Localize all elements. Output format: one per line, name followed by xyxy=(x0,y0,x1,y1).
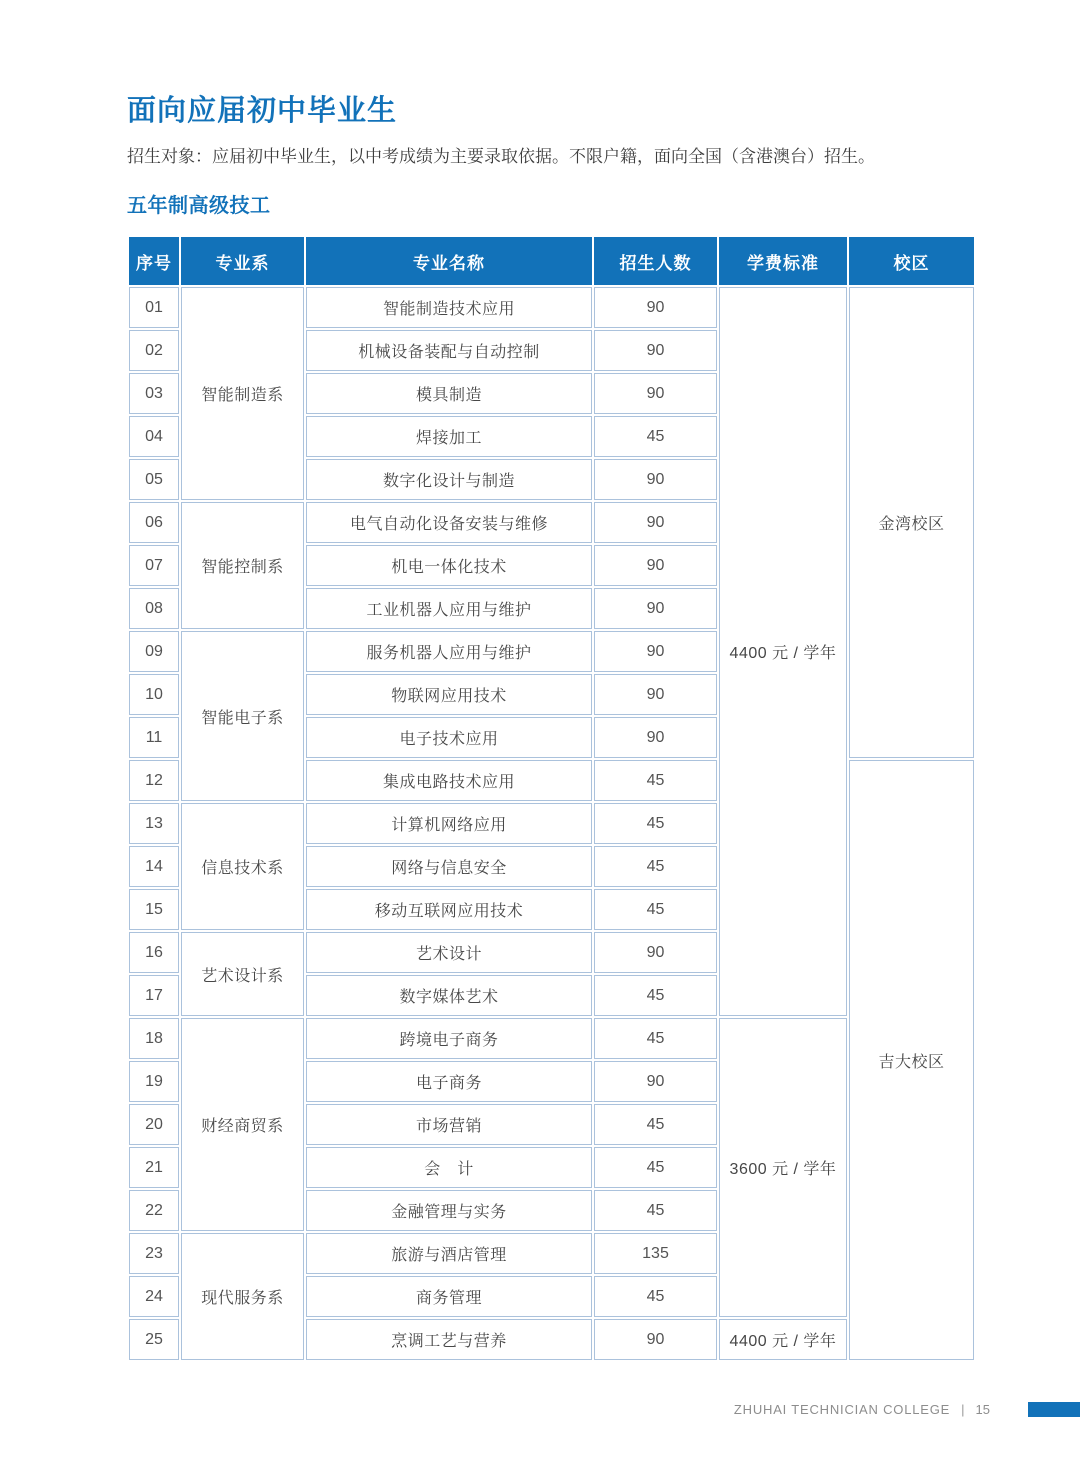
enrollment-count-cell: 45 xyxy=(594,1147,717,1188)
campus-cell: 金湾校区 xyxy=(849,287,974,758)
row-number-cell: 18 xyxy=(129,1018,179,1059)
table-row xyxy=(129,287,974,328)
row-number-cell: 20 xyxy=(129,1104,179,1145)
page-footer xyxy=(734,1398,1080,1420)
major-name-cell: 艺术设计 xyxy=(306,932,592,973)
row-number-cell: 02 xyxy=(129,330,179,371)
table-header-row xyxy=(129,237,974,285)
table-row xyxy=(129,932,974,973)
section-heading: 五年制高级技工 xyxy=(127,195,271,217)
major-name-cell: 数字媒体艺术 xyxy=(306,975,592,1016)
major-name-cell: 机电一体化技术 xyxy=(306,545,592,586)
major-name-cell: 集成电路技术应用 xyxy=(306,760,592,801)
enrollment-count-cell: 90 xyxy=(594,1061,717,1102)
enrollment-count-cell: 45 xyxy=(594,760,717,801)
col-header-department: 专业系 xyxy=(181,237,304,285)
enrollment-count-cell: 45 xyxy=(594,975,717,1016)
major-name-cell: 模具制造 xyxy=(306,373,592,414)
enrollment-count-cell: 90 xyxy=(594,1319,717,1360)
major-name-cell: 机械设备装配与自动控制 xyxy=(306,330,592,371)
enrollment-count-cell: 45 xyxy=(594,416,717,457)
footer-divider: | xyxy=(961,1401,965,1417)
major-name-cell: 工业机器人应用与维护 xyxy=(306,588,592,629)
tuition-cell: 4400 元 / 学年 xyxy=(719,287,847,1016)
major-name-cell: 电气自动化设备安装与维修 xyxy=(306,502,592,543)
major-name-cell: 金融管理与实务 xyxy=(306,1190,592,1231)
row-number-cell: 13 xyxy=(129,803,179,844)
row-number-cell: 06 xyxy=(129,502,179,543)
footer-accent-bar xyxy=(1028,1402,1080,1417)
footer-page-number: 15 xyxy=(975,1401,990,1417)
row-number-cell: 15 xyxy=(129,889,179,930)
row-number-cell: 03 xyxy=(129,373,179,414)
major-name-cell: 智能制造技术应用 xyxy=(306,287,592,328)
major-name-cell: 物联网应用技术 xyxy=(306,674,592,715)
enrollment-count-cell: 90 xyxy=(594,287,717,328)
major-name-cell: 会 计 xyxy=(306,1147,592,1188)
campus-cell: 吉大校区 xyxy=(849,760,974,1360)
enrollment-count-cell: 45 xyxy=(594,846,717,887)
major-name-cell: 旅游与酒店管理 xyxy=(306,1233,592,1274)
enrollment-count-cell: 90 xyxy=(594,674,717,715)
row-number-cell: 09 xyxy=(129,631,179,672)
table-row xyxy=(129,631,974,672)
enrollment-count-cell: 45 xyxy=(594,889,717,930)
table-row xyxy=(129,502,974,543)
row-number-cell: 05 xyxy=(129,459,179,500)
table-row xyxy=(129,803,974,844)
col-header-tuition: 学费标准 xyxy=(719,237,847,285)
admission-target-text: 招生对象：应届初中毕业生，以中考成绩为主要录取依据。不限户籍，面向全国（含港澳台）招生。 xyxy=(127,147,875,166)
col-header-no: 序号 xyxy=(129,237,179,285)
enrollment-count-cell: 45 xyxy=(594,1104,717,1145)
major-name-cell: 跨境电子商务 xyxy=(306,1018,592,1059)
row-number-cell: 07 xyxy=(129,545,179,586)
department-cell: 现代服务系 xyxy=(181,1233,304,1360)
row-number-cell: 12 xyxy=(129,760,179,801)
major-name-cell: 移动互联网应用技术 xyxy=(306,889,592,930)
enrollment-count-cell: 45 xyxy=(594,1276,717,1317)
tuition-cell: 3600 元 / 学年 xyxy=(719,1018,847,1317)
enrollment-count-cell: 45 xyxy=(594,1190,717,1231)
enrollment-count-cell: 90 xyxy=(594,373,717,414)
row-number-cell: 16 xyxy=(129,932,179,973)
major-name-cell: 网络与信息安全 xyxy=(306,846,592,887)
col-header-campus: 校区 xyxy=(849,237,974,285)
row-number-cell: 10 xyxy=(129,674,179,715)
enrollment-count-cell: 45 xyxy=(594,803,717,844)
enrollment-count-cell: 45 xyxy=(594,1018,717,1059)
department-cell: 艺术设计系 xyxy=(181,932,304,1016)
content-area xyxy=(127,94,977,1362)
major-name-cell: 烹调工艺与营养 xyxy=(306,1319,592,1360)
enrollment-count-cell: 90 xyxy=(594,717,717,758)
department-cell: 智能电子系 xyxy=(181,631,304,801)
row-number-cell: 14 xyxy=(129,846,179,887)
enrollment-count-cell: 135 xyxy=(594,1233,717,1274)
row-number-cell: 23 xyxy=(129,1233,179,1274)
table-row xyxy=(129,1233,974,1274)
row-number-cell: 19 xyxy=(129,1061,179,1102)
row-number-cell: 21 xyxy=(129,1147,179,1188)
department-cell: 智能控制系 xyxy=(181,502,304,629)
enrollment-count-cell: 90 xyxy=(594,932,717,973)
enrollment-count-cell: 90 xyxy=(594,545,717,586)
table-row xyxy=(129,1018,974,1059)
row-number-cell: 24 xyxy=(129,1276,179,1317)
tuition-cell: 4400 元 / 学年 xyxy=(719,1319,847,1360)
enrollment-count-cell: 90 xyxy=(594,588,717,629)
department-cell: 财经商贸系 xyxy=(181,1018,304,1231)
enrollment-count-cell: 90 xyxy=(594,330,717,371)
major-name-cell: 电子技术应用 xyxy=(306,717,592,758)
row-number-cell: 08 xyxy=(129,588,179,629)
enrollment-count-cell: 90 xyxy=(594,631,717,672)
major-name-cell: 市场营销 xyxy=(306,1104,592,1145)
major-name-cell: 电子商务 xyxy=(306,1061,592,1102)
department-cell: 信息技术系 xyxy=(181,803,304,930)
col-header-major-name: 专业名称 xyxy=(306,237,592,285)
admissions-table xyxy=(127,235,976,1362)
col-header-enrollment: 招生人数 xyxy=(594,237,717,285)
major-name-cell: 商务管理 xyxy=(306,1276,592,1317)
row-number-cell: 22 xyxy=(129,1190,179,1231)
major-name-cell: 服务机器人应用与维护 xyxy=(306,631,592,672)
department-cell: 智能制造系 xyxy=(181,287,304,500)
row-number-cell: 01 xyxy=(129,287,179,328)
row-number-cell: 04 xyxy=(129,416,179,457)
enrollment-count-cell: 90 xyxy=(594,459,717,500)
row-number-cell: 11 xyxy=(129,717,179,758)
row-number-cell: 25 xyxy=(129,1319,179,1360)
footer-college-name: ZHUHAI TECHNICIAN COLLEGE xyxy=(733,1401,951,1417)
enrollment-count-cell: 90 xyxy=(594,502,717,543)
row-number-cell: 17 xyxy=(129,975,179,1016)
page-title: 面向应届初中毕业生 xyxy=(127,95,398,127)
major-name-cell: 焊接加工 xyxy=(306,416,592,457)
major-name-cell: 计算机网络应用 xyxy=(306,803,592,844)
major-name-cell: 数字化设计与制造 xyxy=(306,459,592,500)
